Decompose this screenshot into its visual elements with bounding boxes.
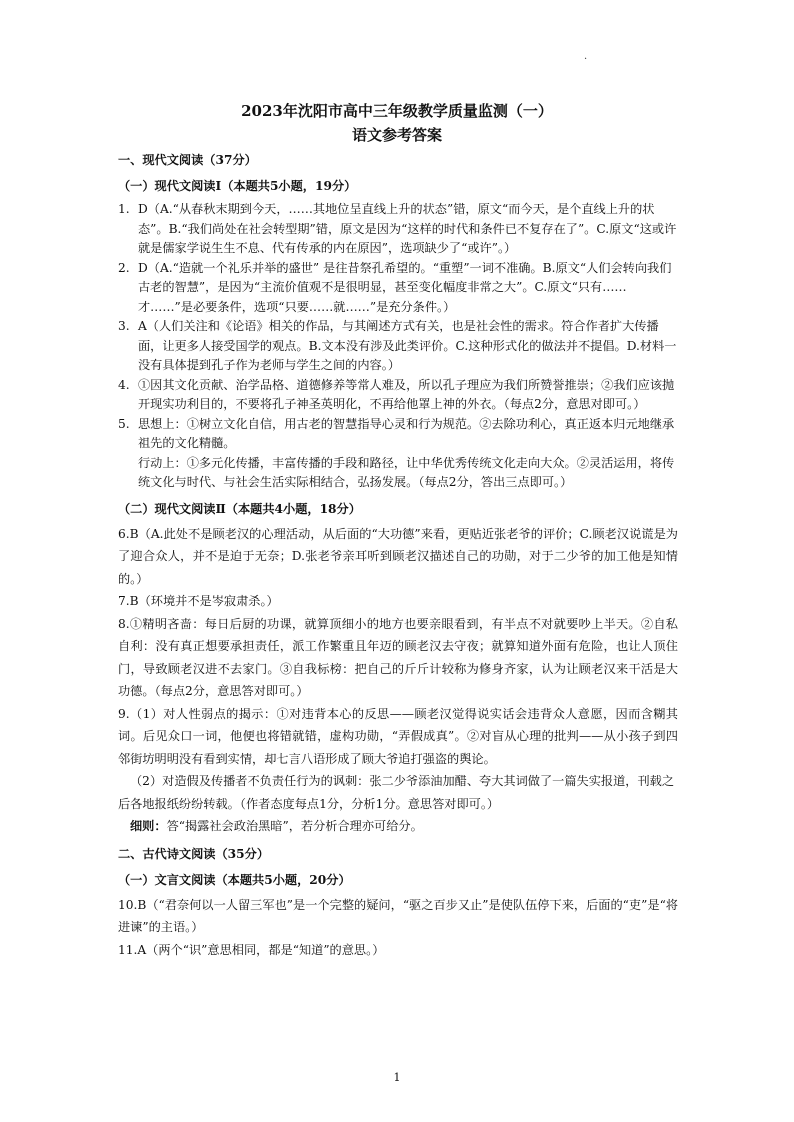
answer-item-2 (118, 259, 678, 318)
answer-item-9-part-1: 9.（1）对人性弱点的揭示：①对违背本心的反思——顾老汉觉得说实话会违背众人意愿，因而含糊其词。后见众口一词，他便也将错就错，虚构功勋，“弄假成真”。②对盲从心理的批判——从小孩子到四邻街坊明明没有看到实情，却七言八语形成了顾大爷追打强盗的舆论。 (118, 706, 678, 766)
answer-number: 1. (118, 202, 130, 216)
section-heading-2: 二、古代诗文阅读（35分） (118, 846, 270, 861)
answer-number: 2. (118, 260, 130, 275)
answer-text-continued: 行动上：①多元化传播，丰富传播的手段和路径，让中华优秀传统文化走向大众。②灵活运用，将传统文化与时代、与社会生活实际相结合，弘扬发展。（每点2分，答出三点即可。） (138, 455, 675, 489)
answer-item-6: 6.B（A.此处不是顾老汉的心理活动，从后面的“大功德”来看，更贴近张老爷的评价；C.顾老汉说谎是为了迎合众人，并不是迫于无奈；D.张老爷亲耳听到顾老汉描述自己的功勋，对于二少爷的加工他是知情的。） (118, 526, 678, 586)
note-text: 答“揭露社会政治黑暗”，若分析合理亦可给分。 (166, 819, 423, 833)
answer-number: 5. (118, 416, 130, 431)
note-label: 细则： (130, 819, 167, 833)
answer-number: 3. (118, 319, 130, 333)
answer-text: ①因其文化贡献、治学品格、道德修养等常人难及，所以孔子理应为我们所赞誉推崇；②我们应该抛开现实功利目的，不要将孔子神圣英明化，不再给他罩上神的外衣。（每点2分，意思对即可。） (138, 377, 675, 411)
answer-text: A（人们关注和《论语》相关的作品，与其阐述方式有关，也是社会性的需求。符合作者扩大传播面，让更多人接受国学的观点。B.文本没有涉及此类评价。C.这种形式化的做法并不提倡。D.材料一没有具体提到孔子作为老师与学生之间的内容。） (138, 319, 677, 372)
section-heading-1: 一、现代文阅读（37分） (118, 153, 257, 167)
page-number: 1 (393, 1071, 401, 1084)
answer-item-1 (118, 200, 678, 259)
answer-item-9-note (118, 815, 678, 838)
document-subtitle: 语文参考答案 (351, 126, 442, 144)
answer-item-3 (118, 317, 678, 376)
subsection-heading-1a: （一）现代文阅读Ⅰ（本题共5小题，19分） (118, 179, 357, 193)
answer-item-7: 7.B（环境并不是岑寂肃杀。） (118, 594, 279, 608)
answer-text: 思想上：①树立文化自信，用古老的智慧指导心灵和行为规范。②去除功利心，真正返本归元地继承祖先的文化精髓。 (138, 416, 675, 450)
answer-text: D（A.“造就一个礼乐并举的盛世” 是往昔祭孔希望的。“重塑”一词不准确。B.原文“人们会转向我们古老的智慧”，是因为“主流价值观不是很明显，甚至变化幅度非常之大”。C.原文“只有……才……”是必要条件，选项“只要……就……”是充分条件。） (138, 260, 672, 314)
answer-item-10: 10.B（“君奈何以一人留三军也”是一个完整的疑问，“驱之百步又止”是使队伍停下来，后面的“吏”是“将进谏”的主语。） (118, 897, 678, 934)
corner-mark: · (584, 54, 588, 65)
answer-number: 4. (118, 377, 130, 392)
answer-item-5 (118, 415, 678, 493)
answer-item-4 (118, 376, 678, 415)
answer-item-11: 11.A（两个“识”意思相同，都是“知道”的意思。） (118, 942, 385, 957)
answer-text: D（A.“从春秋末期到今天，……其地位呈直线上升的状态”错，原文“而今天，是个直线上升的状态”。B.“我们尚处在社会转型期”错，原文是因为“这样的时代和条件已不复存在了”。C.原文“这或许就是儒家学说生生不息、代有传承的内在原因”，选项缺少了“或许”。） (138, 202, 677, 255)
subsection-heading-1b: （二）现代文阅读Ⅱ（本题共4小题，18分） (118, 501, 361, 516)
answer-item-9-part-2: （2）对造假及传播者不负责任行为的讽刺：张二少爷添油加醋、夸大其词做了一篇失实报道，刊载之后各地报纸纷纷转载。（作者态度每点1分，分析1分。意思答对即可。） (118, 774, 675, 811)
subsection-heading-2a: （一）文言文阅读（本题共5小题，20分） (118, 872, 351, 887)
document-title: 2023年沈阳市高中三年级教学质量监测（一） (241, 102, 553, 120)
answer-content (118, 150, 678, 961)
answer-item-8: 8.①精明吝啬：每日后厨的功课，就算顶细小的地方也要亲眼看到，有半点不对就要吵上半天。②自私自利：没有真正想要承担责任，派工作繁重且年迈的顾老汉去守夜；就算知道外面有危险，也让人顶住门，导致顾老汉进不去家门。③自我标榜：把自己的斤斤计较称为修身齐家，认为让顾老汉来干活是大功德。（每点2分，意思答对即可。） (118, 616, 678, 698)
